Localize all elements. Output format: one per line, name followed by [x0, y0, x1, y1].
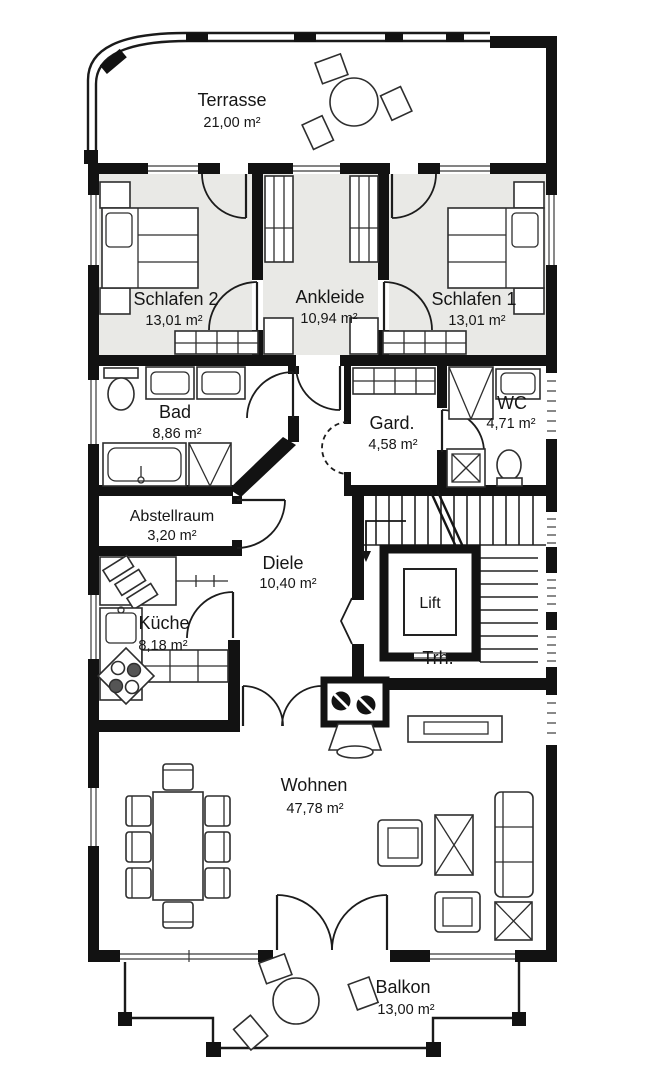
wardrobe: [265, 176, 293, 262]
window-wohnen-bottom-left: [120, 950, 258, 962]
door-ankleide-flur: [296, 366, 340, 410]
sideboard: [408, 716, 502, 742]
door-bad: [247, 372, 293, 418]
railing-post: [512, 1012, 526, 1026]
svg-text:Trh.: Trh.: [422, 648, 454, 668]
chair: [126, 868, 151, 898]
chair: [205, 796, 230, 826]
svg-text:Balkon: Balkon: [375, 977, 431, 997]
svg-text:13,01 m²: 13,01 m²: [448, 313, 506, 329]
window-stairwell-1: [546, 512, 557, 547]
chair: [126, 796, 151, 826]
door-wohnen-left-leaf: [243, 686, 283, 726]
label-abstellraum: [130, 508, 214, 544]
svg-text:4,71 m²: 4,71 m²: [486, 416, 536, 432]
sofa: [495, 792, 533, 897]
chair: [205, 832, 230, 862]
wall-terrace-top-right: [490, 36, 557, 48]
svg-text:Bad: Bad: [158, 402, 192, 422]
shower: [449, 367, 493, 419]
label-balkon: [375, 977, 434, 1018]
svg-text:Schlafen 1: Schlafen 1: [431, 289, 517, 309]
railing-post: [84, 150, 98, 164]
label-kueche: [138, 613, 189, 654]
nightstand: [514, 182, 544, 208]
window-wohnen-bottom-right: [430, 950, 515, 962]
railing-post: [206, 1042, 221, 1057]
svg-text:Ankleide: Ankleide: [295, 287, 365, 307]
balcony: [118, 954, 526, 1057]
entry-door-mark: [341, 598, 352, 644]
svg-text:Gard.: Gard.: [369, 413, 415, 433]
wall-diagonal-bad: [229, 437, 296, 497]
window-stairwell-3: [546, 630, 557, 667]
bathtub: [103, 443, 186, 486]
dining-table: [153, 792, 203, 900]
svg-text:3,20 m²: 3,20 m²: [147, 528, 197, 544]
door-kueche: [187, 592, 233, 638]
svg-text:4,58 m²: 4,58 m²: [368, 437, 418, 453]
window-wc: [546, 373, 557, 439]
coat-rack: [100, 555, 228, 609]
shower: [189, 443, 231, 486]
round-table: [330, 78, 378, 126]
wardrobe: [264, 318, 293, 354]
railing-post: [118, 1012, 132, 1026]
svg-text:8,18 m²: 8,18 m²: [138, 638, 188, 654]
armchair: [378, 820, 422, 866]
svg-text:10,94 m²: 10,94 m²: [300, 311, 358, 327]
window-bad: [88, 380, 99, 444]
stair-break-line: [430, 490, 464, 549]
svg-text:21,00 m²: 21,00 m²: [203, 115, 261, 131]
coffee-table: [435, 815, 473, 875]
svg-text:Schlafen 2: Schlafen 2: [133, 289, 219, 309]
window-stairwell-2: [546, 573, 557, 612]
label-trh: [422, 648, 453, 668]
window-wohnen-right: [546, 695, 557, 745]
chair: [126, 832, 151, 862]
railing-post: [385, 33, 403, 42]
sink: [146, 367, 194, 399]
chair: [381, 87, 412, 121]
toilet: [104, 368, 138, 410]
label-diele: [259, 553, 316, 592]
terrace-furniture: [302, 54, 412, 150]
svg-text:8,86 m²: 8,86 m²: [152, 426, 202, 442]
svg-text:Küche: Küche: [138, 613, 190, 633]
svg-text:Terrasse: Terrasse: [197, 90, 267, 110]
sink: [197, 367, 245, 399]
wardrobe: [383, 331, 466, 354]
chair: [315, 54, 348, 84]
door-wohnen-right-leaf: [282, 686, 322, 726]
door-gard-dashed: [322, 422, 348, 474]
round-table: [273, 978, 319, 1024]
side-table: [495, 902, 532, 940]
svg-text:13,00 m²: 13,00 m²: [377, 1002, 435, 1018]
label-bad: [152, 402, 201, 442]
gard-closet: [353, 368, 435, 394]
balcony-railing: [125, 962, 519, 1048]
window-kueche: [88, 595, 99, 659]
terrace-railing: [84, 33, 490, 164]
bed: [102, 208, 198, 288]
svg-text:47,78 m²: 47,78 m²: [286, 801, 344, 817]
window-schlafen1: [546, 195, 557, 265]
stair-treads-right: [480, 545, 538, 662]
wardrobe: [175, 331, 258, 354]
fireplace: [324, 680, 386, 758]
armchair: [435, 892, 480, 932]
label-wohnen: [281, 775, 348, 817]
chair: [163, 902, 193, 928]
svg-text:Lift: Lift: [419, 595, 441, 612]
label-gard: [368, 413, 417, 453]
label-lift: [419, 595, 441, 612]
door-balkon-right-leaf: [332, 895, 387, 950]
chair: [302, 116, 333, 150]
stairs: [361, 490, 546, 662]
railing-post: [294, 33, 316, 42]
wall-right: [546, 36, 557, 962]
chair: [234, 1015, 268, 1050]
window-ankleide-top: [293, 163, 340, 174]
window-top-right: [440, 163, 490, 174]
dining-table-group: [126, 764, 230, 928]
railing-post: [186, 33, 208, 42]
door-balkon-left-leaf: [277, 895, 332, 950]
washing-machine: [447, 449, 485, 487]
window-wohnen-left: [88, 788, 99, 846]
window-schlafen2: [88, 195, 99, 265]
svg-text:Diele: Diele: [262, 553, 304, 573]
label-terrasse: [197, 90, 266, 131]
svg-text:13,01 m²: 13,01 m²: [145, 313, 203, 329]
railing-post: [426, 1042, 441, 1057]
wardrobe: [350, 176, 378, 262]
nightstand: [514, 288, 544, 314]
chair: [205, 868, 230, 898]
bed: [448, 208, 544, 288]
railing-post: [446, 33, 464, 42]
chair: [163, 764, 193, 790]
svg-text:WC: WC: [497, 393, 527, 413]
chair: [348, 977, 378, 1010]
svg-text:Wohnen: Wohnen: [280, 775, 348, 795]
toilet: [497, 450, 522, 486]
nightstand: [100, 288, 130, 314]
svg-text:Abstellraum: Abstellraum: [129, 508, 215, 525]
svg-text:10,40 m²: 10,40 m²: [259, 576, 317, 592]
window-top-left: [148, 163, 198, 174]
door-abstellraum: [237, 500, 285, 548]
nightstand: [100, 182, 130, 208]
